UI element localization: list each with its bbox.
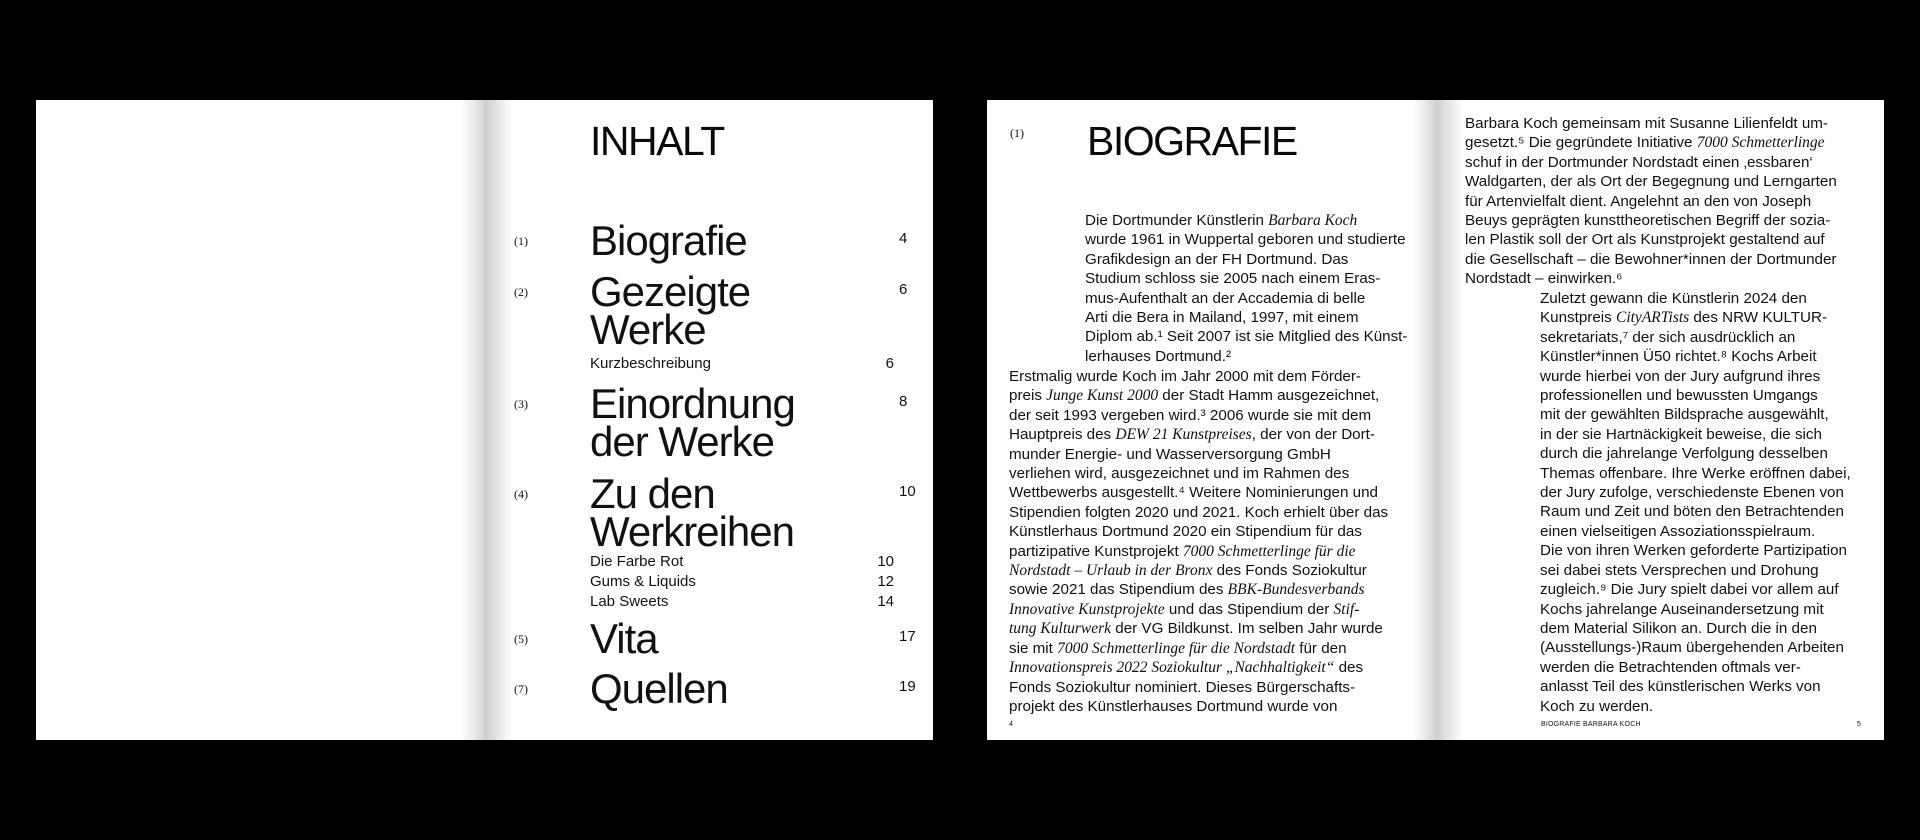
blank-page <box>36 100 484 740</box>
toc-subentry[interactable] <box>590 552 920 572</box>
toc-entry-title: Biografie <box>590 217 747 264</box>
toc-entry-title: Einordnung der Werke <box>590 380 795 465</box>
toc-subentry-title: Lab Sweets <box>590 593 669 610</box>
toc-entry-title: Vita <box>590 615 658 662</box>
toc-page <box>484 100 933 740</box>
toc-heading: INHALT <box>590 118 724 164</box>
toc-subentry[interactable] <box>590 572 920 592</box>
running-footer: BIOGRAFIE BARBARA KOCH <box>1541 721 1641 728</box>
toc-entry-number: (7) <box>514 682 528 696</box>
biography-paragraph: Erstmalig wurde Koch im Jahr 2000 mit dem Förder- preis Junge Kunst 2000 der Stadt Hamm ausgezeichnet, der seit 1993 vergeben wird.³ 2006 wurde sie mit dem Hauptpreis des DEW 21 Kunstpreises, der von der Dort- munder Energie- und Wasserversorgung GmbH verliehen wird, ausgezeichnet und im Rahmen des Wettbewerbs ausgestellt.⁴ Weitere Nominierungen und Stipendien folgten 2020 und 2021. Koch erhielt über das Künstlerhaus Dortmund 2020 ein Stipendium für das partizipative Kunstprojekt 7000 Schmetterlinge für die Nordstadt – Urlaub in der Bronx des Fonds Soziokultur sowie 2021 das Stipendium des BBK-Bundesverbands Innovative Kunstprojekte und das Stipendium der Stif- tung Kulturwerk der VG Bildkunst. Im selben Jahr wurde sie mit 7000 Schmetterlinge für die Nordstadt für den Innovationspreis 2022 Soziokultur „Nachhaltigkeit“ des Fonds Soziokultur nominiert. Dieses Bürgerschafts- projekt des Künstlerhauses Dortmund wurde von <box>1009 368 1389 715</box>
toc-entry-page: 6 <box>899 281 908 298</box>
toc-entry-page: 17 <box>899 628 916 645</box>
biography-intro-paragraph: Die Dortmunder Künstlerin Barbara Koch wurde 1961 in Wuppertal geboren und studierte Grafikdesign an der FH Dortmund. Das Studium schloss sie 2005 nach einem Eras- mus-Aufenthalt an der Accademia di belle Arti die Bera in Mailand, 1997, mit einem Diplom ab.¹ Seit 2007 ist sie Mitglied des Künst- lerhauses Dortmund.² <box>1085 212 1408 365</box>
section-number: (1) <box>1010 126 1024 140</box>
toc-entry-number: (4) <box>514 487 528 501</box>
page-number: 5 <box>1857 721 1862 728</box>
biography-right-page <box>1435 100 1884 740</box>
toc-entry-number: (2) <box>514 285 528 299</box>
toc-subentry-page: 6 <box>885 355 894 372</box>
toc-entry-number: (3) <box>514 397 528 411</box>
toc-subentry-title: Kurzbeschreibung <box>590 355 711 372</box>
biography-heading: BIOGRAFIE <box>1087 118 1297 164</box>
toc-entry-title: Gezeigte Werke <box>590 268 751 353</box>
biography-paragraph-continued: Barbara Koch gemeinsam mit Susanne Lilienfeldt um- gesetzt.⁵ Die gegründete Initiative 7000 Schmetterlinge schuf in der Dortmunder Nordstadt einen ‚essbaren‘ Waldgarten, der als Ort der Begegnung und Lerngarten für Artenvielfalt dient. Angelehnt an den von Joseph Beuys geprägten kunsttheoretischen Begriff der sozia- len Plastik soll der Ort als Kunstprojekt gestaltend auf die Gesellschaft – die Bewohner*innen der Dortmunder Nordstadt – einwirken.⁶ <box>1465 115 1837 288</box>
toc-entry-title: Quellen <box>590 665 728 712</box>
toc-entry-page: 10 <box>899 483 916 500</box>
toc-subentry-page: 14 <box>877 593 894 610</box>
toc-entry-page: 19 <box>899 678 916 695</box>
toc-subentry-title: Die Farbe Rot <box>590 553 684 570</box>
toc-subentry-page: 10 <box>877 553 894 570</box>
toc-subentry[interactable] <box>590 592 920 612</box>
page-number: 4 <box>1009 721 1014 728</box>
toc-subentry[interactable] <box>590 354 920 374</box>
biography-paragraph: Zuletzt gewann die Künstlerin 2024 den Kunstpreis CityARTists des NRW KULTUR- sekretariats,⁷ der sich ausdrücklich an Künstler*innen Ü50 richtet.⁸ Kochs Arbeit wurde hierbei von der Jury aufgrund ihres professionellen und bewussten Umgangs mit der gewählten Bildsprache ausgewählt, in der sie Hartnäckigkeit beweise, die sich durch die jahrelange Verfolgung desselben Themas offenbare. Ihre Werke eröffnen dabei, der Jury zufolge, verschiedenste Ebenen von Raum und Zeit und böten den Betrachtenden einen vielseitigen Assoziationsspielraum. Die von ihren Werken geforderte Partizipation sei dabei stets Versprechen und Drohung zugleich.⁹ Die Jury spielt dabei vor allem auf Kochs jahrelange Auseinandersetzung mit dem Material Silikon an. Durch die in den (Ausstellungs-)Raum übergehenden Arbeiten werden die Betrachtenden oftmals ver- anlasst Teil des künstlerischen Werks von Koch zu werden. <box>1540 290 1851 715</box>
toc-entry-title: Zu den Werkreihen <box>590 470 794 555</box>
toc-entry-number: (1) <box>514 234 528 248</box>
toc-entry-page: 4 <box>899 230 908 247</box>
toc-entry-page: 8 <box>899 393 908 410</box>
toc-subentry-page: 12 <box>877 573 894 590</box>
biography-left-page <box>987 100 1435 740</box>
toc-subentry-title: Gums & Liquids <box>590 573 696 590</box>
toc-entry-number: (5) <box>514 632 528 646</box>
